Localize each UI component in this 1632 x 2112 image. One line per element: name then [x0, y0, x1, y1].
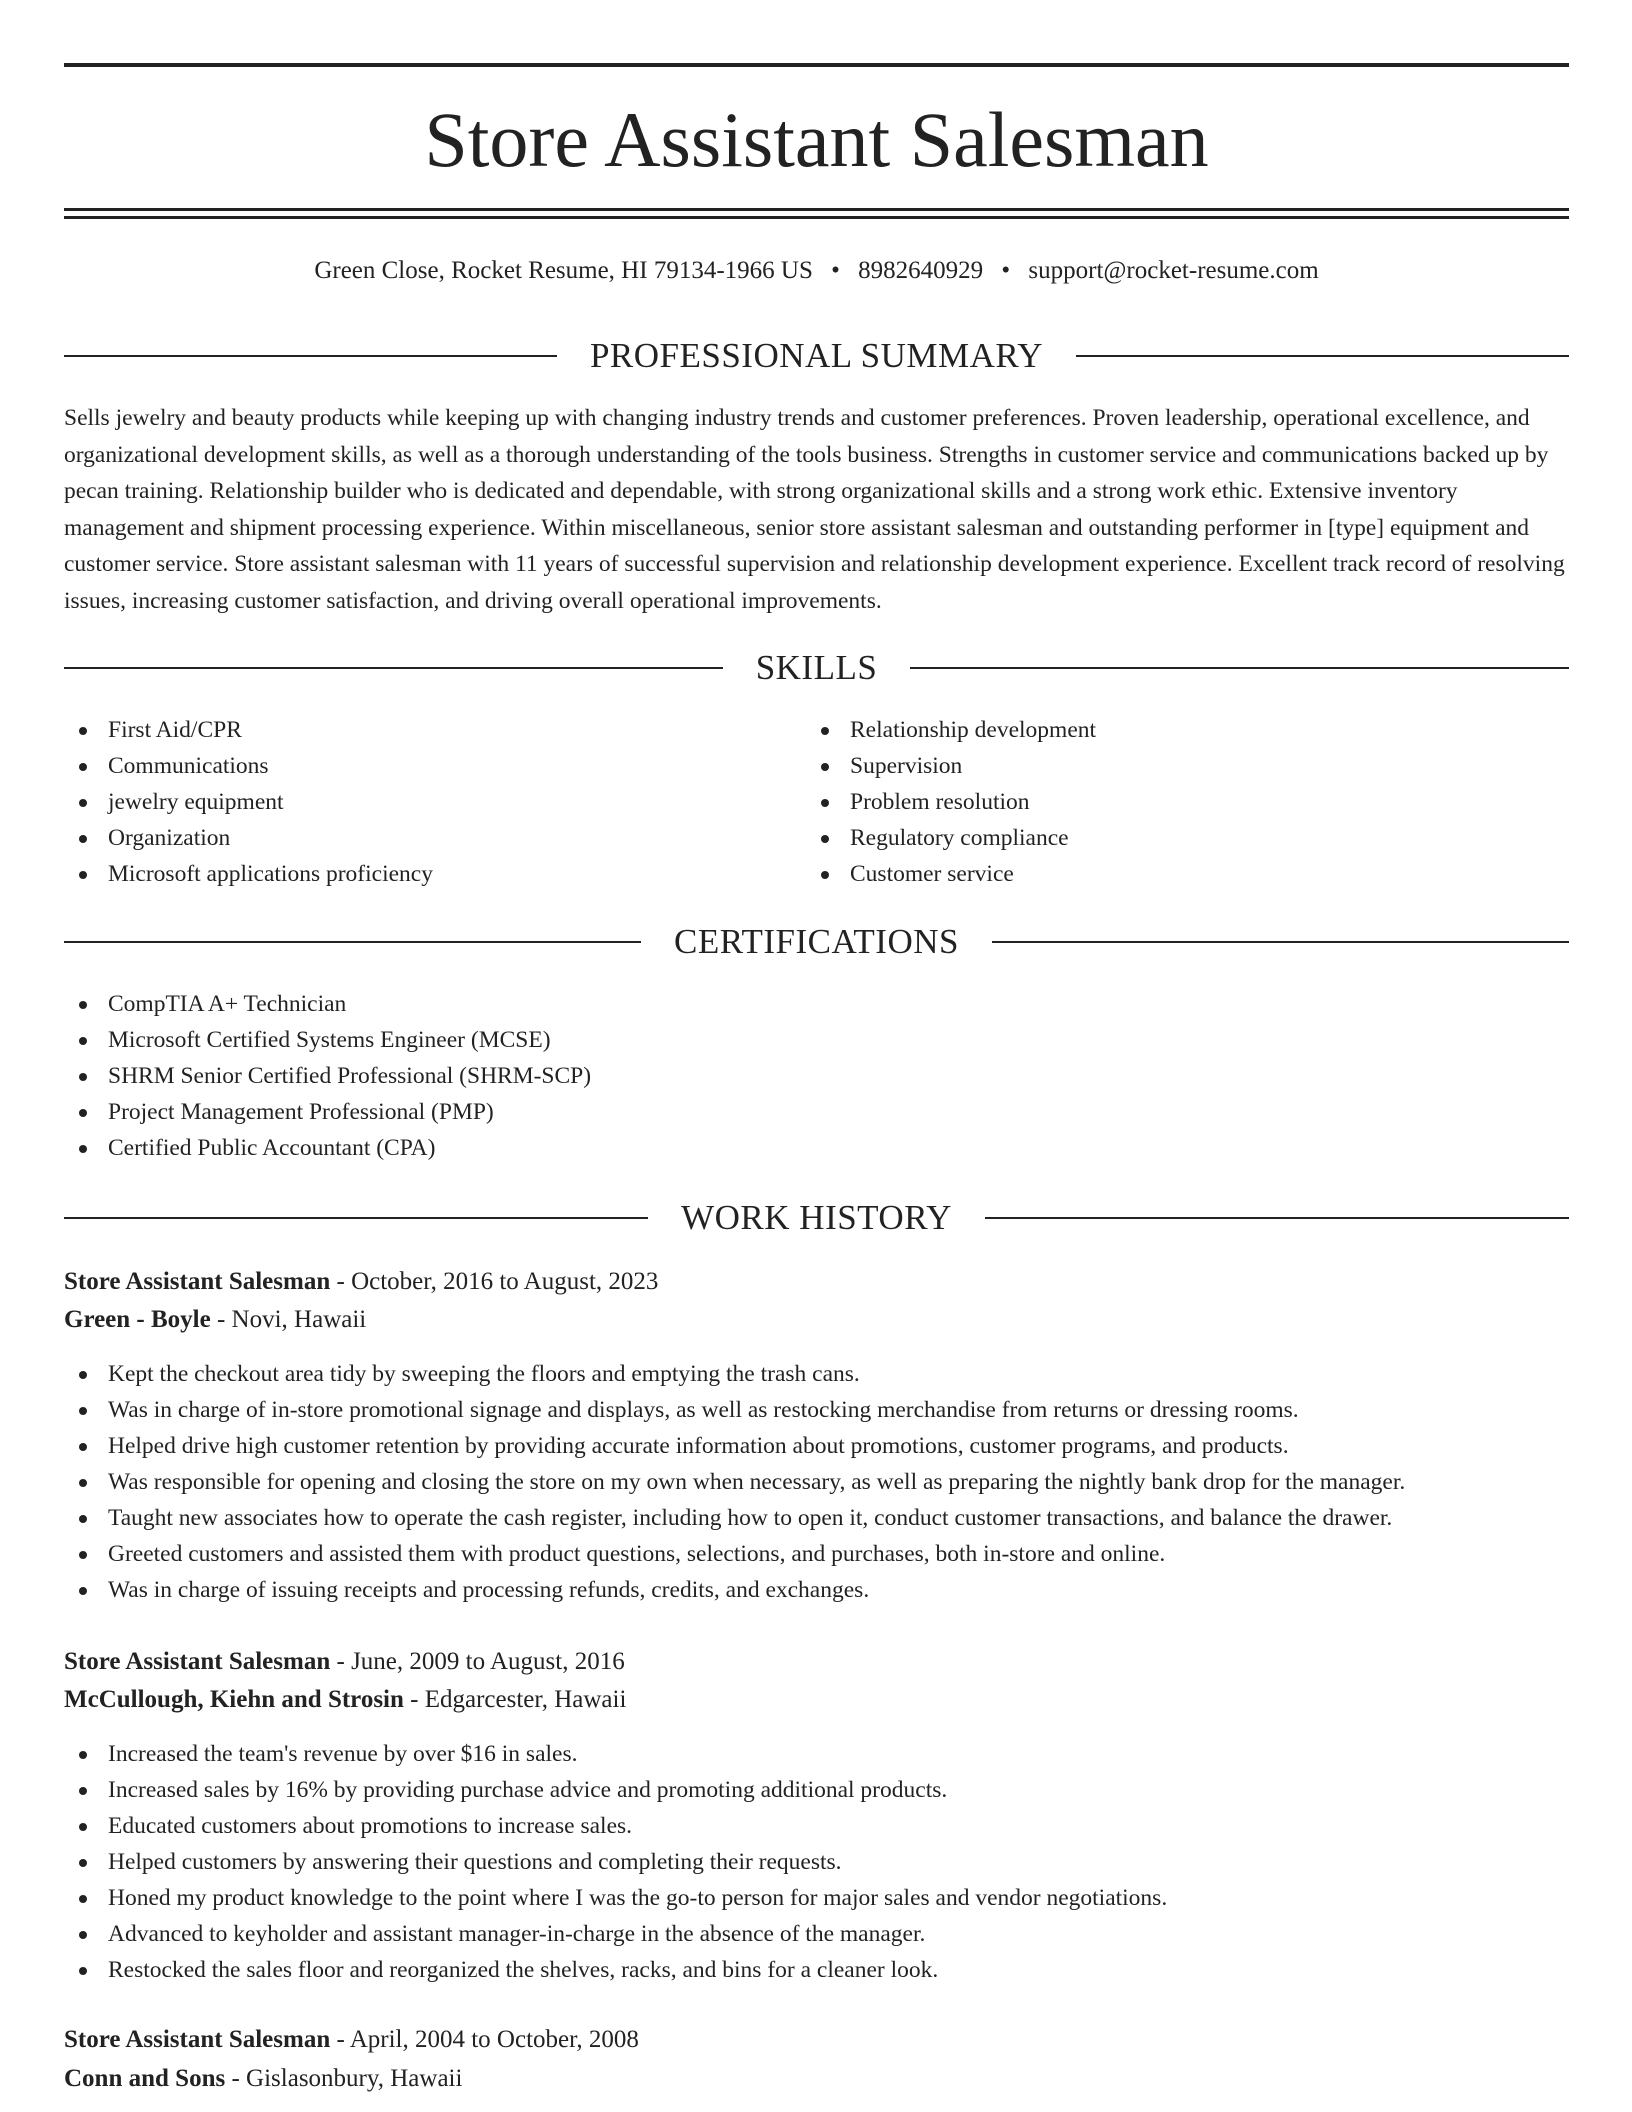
job-title-line — [64, 1263, 1569, 1301]
summary-title: PROFESSIONAL SUMMARY — [589, 336, 1044, 375]
certification-item: SHRM Senior Certified Professional (SHRM-SCP) — [64, 1058, 1569, 1094]
job-title-line — [64, 1643, 1569, 1681]
job-duty: Helped drive high customer retention by providing accurate information about promotions, customer programs, and products. — [64, 1428, 1569, 1464]
resume-name: Store Assistant Salesman — [424, 96, 1209, 183]
job-company-line — [64, 2060, 1569, 2098]
heading-rule — [64, 355, 557, 357]
job-duty: Was responsible for opening and closing the store on my own when necessary, as well as preparing the nightly bank drop for the manager. — [64, 1464, 1569, 1500]
skill-item: Organization — [64, 820, 804, 856]
work-history-title: WORK HISTORY — [681, 1198, 952, 1237]
heading-rule — [64, 667, 723, 669]
skill-item: Microsoft applications proficiency — [64, 856, 804, 892]
job-duty: Was in charge of in-store promotional signage and displays, as well as restocking merchandise from returns or dressing rooms. — [64, 1392, 1569, 1428]
skill-item: Regulatory compliance — [806, 820, 1546, 856]
contact-email: support@rocket-resume.com — [1028, 257, 1319, 284]
contact-line — [64, 254, 1569, 288]
job-duty: Advanced to keyholder and assistant manager-in-charge in the absence of the manager. — [64, 1916, 1569, 1952]
skills-title: SKILLS — [755, 648, 878, 687]
job-company: McCullough, Kiehn and Strosin — [64, 1686, 404, 1713]
job-company: Green - Boyle — [64, 1306, 211, 1333]
job-company-line — [64, 1681, 1569, 1719]
job-dates: - April, 2004 to October, 2008 — [330, 2026, 639, 2053]
heading-rule — [992, 941, 1569, 943]
job-duty: Greeted customers and assisted them with product questions, selections, and purchases, both in-store and online. — [64, 1536, 1569, 1572]
job-dates: - October, 2016 to August, 2023 — [330, 1268, 659, 1295]
certification-item: Project Management Professional (PMP) — [64, 1094, 1569, 1130]
skill-item: Communications — [64, 748, 804, 784]
skill-item: Supervision — [806, 748, 1546, 784]
contact-address: Green Close, Rocket Resume, HI 79134-1966 US — [314, 257, 813, 284]
skills-list-left — [64, 712, 804, 892]
job-location: - Novi, Hawaii — [210, 1306, 367, 1333]
job-duties-list — [64, 1736, 1569, 1988]
certification-item: Microsoft Certified Systems Engineer (MCSE) — [64, 1022, 1569, 1058]
skills-list-right — [806, 712, 1546, 892]
job-title: Store Assistant Salesman — [64, 1268, 331, 1295]
heading-rule — [1076, 355, 1569, 357]
job-duty: Taught new associates how to operate the cash register, including how to open it, conduct customer transactions, and balance the drawer. — [64, 1500, 1569, 1536]
name-rule-upper — [64, 208, 1569, 211]
top-rule — [64, 63, 1569, 67]
job-duty: Increased sales by 16% by providing purchase advice and promoting additional products. — [64, 1772, 1569, 1808]
summary-heading — [64, 336, 1569, 376]
heading-rule — [910, 667, 1569, 669]
certification-item: Certified Public Accountant (CPA) — [64, 1130, 1569, 1166]
job-duty: Increased the team's revenue by over $16 in sales. — [64, 1736, 1569, 1772]
job-title: Store Assistant Salesman — [64, 2026, 331, 2053]
job-company-line — [64, 1301, 1569, 1339]
skills-heading — [64, 648, 1569, 688]
job-title: Store Assistant Salesman — [64, 1648, 331, 1675]
certification-item: CompTIA A+ Technician — [64, 986, 1569, 1022]
job-duties-list — [64, 1356, 1569, 1608]
job-duty: Was in charge of issuing receipts and processing refunds, credits, and exchanges. — [64, 1572, 1569, 1608]
name-rule-lower — [64, 216, 1569, 219]
skill-item: jewelry equipment — [64, 784, 804, 820]
work-history-heading — [64, 1198, 1569, 1238]
skill-item: Customer service — [806, 856, 1546, 892]
summary-text: Sells jewelry and beauty products while keeping up with changing industry trends and customer preferences. Proven leadership, operational excellence, and organizational development skills, as well as a thorough understanding of the tools business. Strengths in customer service and communications backed up by pecan training. Relationship builder who is dedicated and dependable, with strong organizational skills and a strong work ethic. Extensive inventory management and shipment processing experience. Within miscellaneous, senior store assistant salesman and outstanding performer in [type] equipment and customer service. Store assistant salesman with 11 years of successful supervision and relationship development experience. Excellent track record of resolving issues, increasing customer satisfaction, and driving overall operational improvements. — [64, 405, 1565, 614]
contact-separator: • — [1001, 257, 1011, 284]
contact-phone: 8982640929 — [858, 257, 984, 284]
skill-item: First Aid/CPR — [64, 712, 804, 748]
heading-rule — [64, 941, 641, 943]
job-duty: Restocked the sales floor and reorganized the shelves, racks, and bins for a cleaner look. — [64, 1952, 1569, 1988]
job-duty: Helped customers by answering their questions and completing their requests. — [64, 1844, 1569, 1880]
heading-rule — [64, 1217, 648, 1219]
certifications-heading — [64, 922, 1569, 962]
job-location: - Gislasonbury, Hawaii — [225, 2065, 463, 2092]
job-dates: - June, 2009 to August, 2016 — [330, 1648, 625, 1675]
skill-item: Problem resolution — [806, 784, 1546, 820]
job-title-line — [64, 2021, 1569, 2059]
heading-rule — [985, 1217, 1569, 1219]
job-company: Conn and Sons — [64, 2065, 226, 2092]
certifications-title: CERTIFICATIONS — [674, 922, 959, 961]
job-duty: Kept the checkout area tidy by sweeping the floors and emptying the trash cans. — [64, 1356, 1569, 1392]
certifications-list — [64, 986, 1569, 1166]
job-duty: Educated customers about promotions to increase sales. — [64, 1808, 1569, 1844]
job-duty: Honed my product knowledge to the point where I was the go-to person for major sales and vendor negotiations. — [64, 1880, 1569, 1916]
job-location: - Edgarcester, Hawaii — [403, 1686, 627, 1713]
contact-separator: • — [831, 257, 840, 284]
skill-item: Relationship development — [806, 712, 1546, 748]
